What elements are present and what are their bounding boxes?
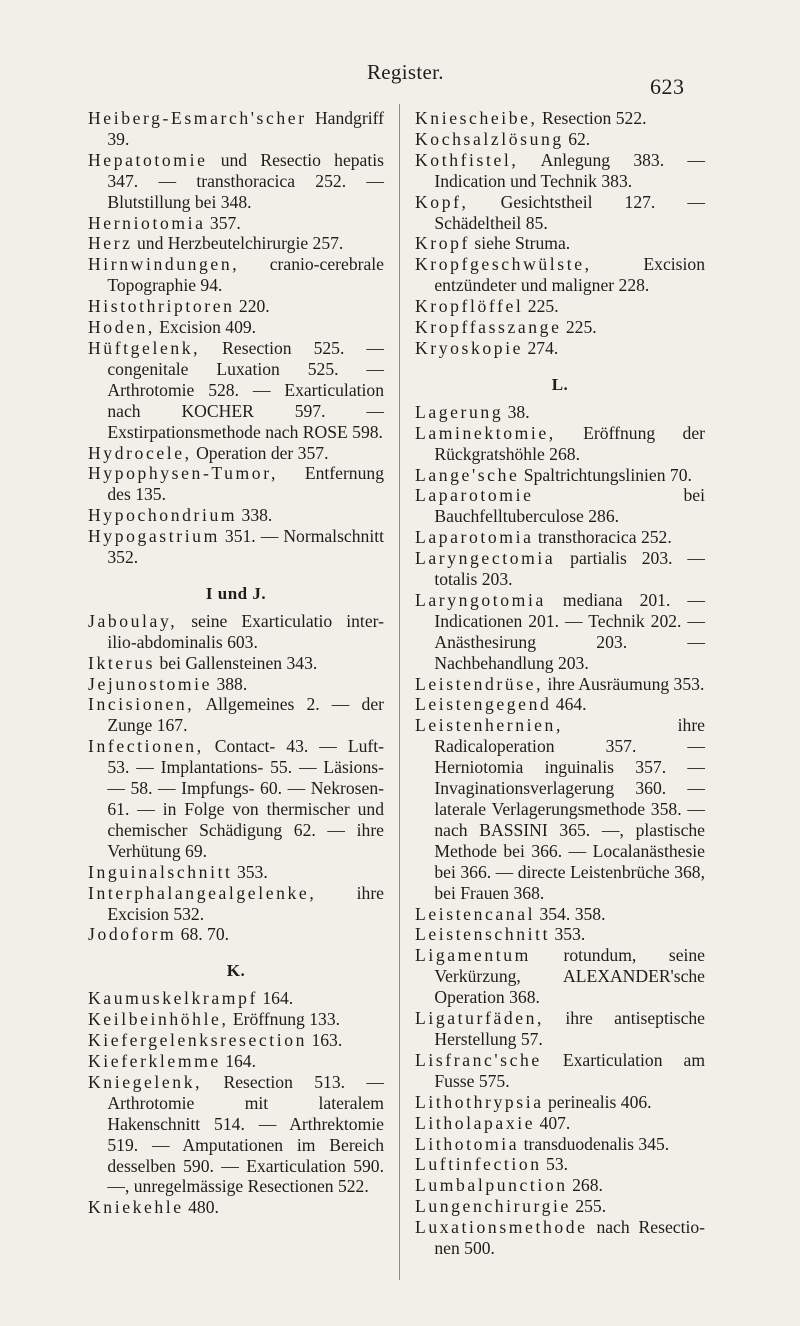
index-entry-references: und Resectio hepatis 347. — transthoracica 252. — Blutstillung bei 348.	[107, 149, 384, 212]
index-entry-term: Hoden,	[88, 317, 155, 338]
index-entry	[88, 338, 384, 443]
index-entry-references: 353.	[232, 861, 268, 882]
index-entry-references: ihre antiseptische Herstellung 57.	[434, 1008, 705, 1049]
index-entry-references: cranio-cerebrale Topographie 94.	[107, 254, 384, 296]
index-entry-references: 480.	[183, 1197, 219, 1218]
index-entry	[415, 548, 705, 590]
index-entry	[88, 1030, 384, 1051]
index-entry-term: Leistenschnitt	[415, 924, 551, 945]
index-entry-term: Lisfranc'sche	[415, 1049, 542, 1070]
index-entry	[88, 674, 384, 695]
index-entry-term: Kaumuskelkrampf	[88, 988, 258, 1009]
index-entry-references: Resection 513. — Arthrotomie mit lateralem Hakenschnitt 514. — Arthrektomie 519. — Amputationen im Bereich desselben 590. — Exarticulation 590. —, unregelmässige Resectionen 522.	[107, 1071, 384, 1197]
index-entry	[415, 715, 705, 903]
index-entry-references: 225.	[561, 317, 597, 338]
index-entry-term: Laparotomia	[415, 527, 534, 548]
index-entry	[88, 1051, 384, 1072]
index-entry	[415, 924, 705, 945]
index-entry-references: ihre Ausräumung 353.	[543, 673, 705, 694]
index-entry-term: Inguinalschnitt	[88, 861, 233, 882]
index-entry-term: Jodoform	[88, 924, 177, 945]
index-entry	[88, 233, 384, 254]
index-entry-term: Kiefergelenksresection	[88, 1030, 308, 1051]
index-entry	[415, 1196, 705, 1217]
index-entry-term: Ikterus	[88, 652, 156, 673]
index-entry-term: Luxationsmethode	[415, 1217, 588, 1238]
index-entry-references: ihre Excision 532.	[107, 882, 384, 924]
index-entry-term: Litholapaxie	[415, 1112, 536, 1133]
index-entry-term: Leistendrüse,	[415, 673, 544, 694]
index-entry-term: Kropffasszange	[415, 317, 562, 338]
index-entry	[88, 443, 384, 464]
index-entry	[88, 108, 384, 150]
index-entry-references: 388.	[212, 673, 248, 694]
index-entry-references: Contact- 43. — Luft- 53. — Implantations- 55. — Läsions- — 58. — Impfungs- 60. — Nekrosen- 61. — in Folge von thermischer und chemischer Schädigung 62. — ihre Verhütung 69.	[107, 736, 384, 861]
index-entry	[88, 296, 384, 317]
index-entry	[415, 108, 705, 129]
index-section-heading: L.	[551, 374, 569, 394]
index-entry	[415, 1092, 705, 1113]
index-entry	[88, 862, 384, 883]
index-entry	[415, 674, 705, 695]
index-entry-references: Handgriff 39.	[107, 108, 384, 149]
index-entry-term: Luftinfection	[415, 1154, 542, 1175]
index-entry	[415, 1134, 705, 1155]
index-entry-term: Hepatotomie	[88, 149, 208, 170]
index-entry-term: Hypochondrium	[88, 505, 238, 526]
index-entry	[415, 402, 705, 423]
index-entry-term: Hüftgelenk,	[88, 337, 201, 358]
index-entry-term: Laryngotomia	[415, 589, 546, 610]
index-entry-term: Kropflöffel	[415, 296, 524, 317]
index-entry	[88, 611, 384, 653]
index-entry-term: Lungenchirurgie	[415, 1196, 571, 1217]
index-entry	[415, 1175, 705, 1196]
index-entry-references: Allgemeines 2. — der Zunge 167.	[107, 694, 384, 736]
index-entry	[415, 1008, 705, 1050]
index-entry-references: seine Exarticulatio inter-ilio-abdominalis 603.	[107, 610, 384, 652]
index-entry-references: 164.	[257, 988, 294, 1009]
index-entry	[415, 485, 705, 527]
index-entry-references: partialis 203. — totalis 203.	[434, 548, 705, 590]
index-entry-term: Ligaturfäden,	[415, 1008, 545, 1029]
index-entry-references: Exarticulation am Fusse 575.	[434, 1049, 705, 1091]
index-section-heading: I und J.	[205, 583, 267, 603]
index-entry	[415, 423, 705, 465]
index-entry-term: Hirnwindungen,	[88, 254, 240, 275]
index-entry-references: perinealis 406.	[543, 1091, 652, 1112]
page-title: Register.	[367, 60, 444, 84]
index-entry-term: Lumbalpunction	[415, 1175, 568, 1196]
index-entry	[415, 590, 705, 674]
index-entry-references: 357.	[205, 212, 241, 233]
index-entry-references: 220.	[234, 296, 270, 317]
index-entry-term: Herniotomia	[88, 212, 206, 233]
index-entry-term: Herz	[88, 233, 133, 254]
index-entry	[88, 653, 384, 674]
page-number: 623	[650, 74, 685, 99]
index-entry-references: rotundum, seine Verkürzung, ALEXANDER'sche Operation 368.	[434, 945, 705, 1008]
index-entry-references: transthoracica 252.	[533, 527, 672, 548]
index-entry-references: 353.	[550, 924, 586, 945]
index-entry-references: 338.	[237, 505, 273, 526]
index-entry-references: 53.	[541, 1154, 569, 1175]
index-entry	[415, 317, 705, 338]
index-section-heading: K.	[226, 961, 246, 981]
index-entry	[415, 1113, 705, 1134]
index-entry-references: 274.	[523, 337, 559, 358]
index-entry-references: 62.	[563, 128, 591, 149]
index-entry	[88, 736, 384, 861]
index-entry-references: Eröffnung 133.	[228, 1009, 341, 1030]
index-entry-term: Hydrocele,	[88, 442, 192, 463]
index-entry-references: 407.	[535, 1112, 571, 1133]
index-entry	[415, 296, 705, 317]
index-entry-term: Ligamentum	[415, 945, 531, 966]
index-entry	[88, 883, 384, 925]
index-entry	[415, 129, 705, 150]
index-entry-term: Leistencanal	[415, 903, 536, 924]
index-column-right	[415, 108, 705, 1259]
index-entry	[415, 1050, 705, 1092]
index-entry-references: 225.	[523, 296, 559, 317]
index-entry-references: Excision entzündeter und maligner 228.	[434, 254, 705, 296]
index-entry	[88, 317, 384, 338]
index-entry-term: Kopf,	[415, 191, 469, 212]
index-entry-term: Incisionen,	[88, 694, 195, 715]
index-entry-references: siehe Struma.	[470, 233, 571, 254]
index-entry	[415, 465, 705, 486]
index-entry-references: 464.	[551, 694, 587, 715]
index-entry	[415, 254, 705, 296]
index-entry-references: Eröffnung der Rückgratshöhle 268.	[434, 422, 705, 464]
index-entry-term: Keilbeinhöhle,	[88, 1009, 229, 1030]
index-entry-term: Interphalangealgelenke,	[88, 882, 317, 903]
index-entry-references: Excision 409.	[154, 317, 257, 338]
index-entry-term: Laparotomie	[415, 485, 534, 506]
index-entry-term: Infectionen,	[88, 736, 204, 757]
index-entry-term: Laryngectomia	[415, 548, 556, 569]
index-entry	[88, 254, 384, 296]
index-entry-term: Heiberg-Esmarch'scher	[88, 108, 307, 128]
index-entry	[88, 505, 384, 526]
index-entry-term: Kochsalzlösung	[415, 128, 564, 149]
index-entry-references: und Herzbeutelchirurgie 257.	[132, 233, 344, 254]
index-entry-references: Spaltrichtungslinien 70.	[519, 464, 692, 485]
index-entry-references: 164.	[220, 1050, 256, 1071]
index-entry-term: Kropf	[415, 233, 471, 254]
index-entry	[415, 527, 705, 548]
index-entry	[415, 233, 705, 254]
index-entry-references: mediana 201. — Indicationen 201. — Technik 202. — Anästhesirung 203. — Nachbehandlung 203.	[434, 589, 705, 673]
index-entry-references: transduodenalis 345.	[519, 1133, 670, 1154]
index-entry-term: Lithotomia	[415, 1133, 520, 1154]
index-entry-references: 268.	[567, 1175, 603, 1196]
index-entry	[415, 1154, 705, 1175]
index-entry	[415, 192, 705, 234]
index-entry	[415, 150, 705, 192]
index-entry-references: 68. 70.	[176, 924, 230, 945]
index-entry-term: Kniescheibe,	[415, 108, 538, 128]
index-entry-term: Leistengegend	[415, 694, 552, 715]
index-entry-term: Jejunostomie	[88, 673, 213, 694]
index-entry	[88, 526, 384, 568]
index-entry-term: Jaboulay,	[88, 610, 178, 631]
index-entry-term: Histothriptoren	[88, 296, 235, 317]
index-entry	[88, 694, 384, 736]
index-entry-references: 354. 358.	[535, 903, 606, 924]
index-entry-references: 255.	[570, 1196, 607, 1217]
index-entry-term: Lange'sche	[415, 464, 520, 485]
index-entry-references: ihre Radicaloperation 357. — Herniotomia inguinalis 357. — Invaginationsverlagerung 360. — laterale Verlagerungsmethode 358. — nach BASSINI 365. —, plastische Methode bei 366. — Localanästhesie bei 366. — directe Leistenbrüche 368, bei Frauen 368.	[434, 715, 705, 903]
column-divider	[399, 104, 400, 1280]
index-entry	[415, 1217, 705, 1259]
index-entry-term: Kothfistel,	[415, 149, 519, 170]
index-entry-references: 38.	[503, 401, 530, 422]
index-entry-references: 351. — Normalschnitt 352.	[107, 526, 384, 568]
index-entry-term: Kniekehle	[88, 1197, 184, 1218]
index-entry	[88, 1009, 384, 1030]
index-entry	[88, 924, 384, 945]
index-entry-references: Anlegung 383. — Indication und Technik 383.	[434, 149, 705, 191]
index-entry-term: Hypogastrium	[88, 526, 220, 547]
index-entry-references: Entfernung des 135.	[107, 463, 384, 505]
index-entry-references: nach Resectio-nen 500.	[434, 1217, 705, 1259]
index-entry-references: bei Gallensteinen 343.	[155, 652, 318, 673]
index-entry-references: Operation der 357.	[191, 442, 329, 463]
index-entry	[88, 988, 384, 1009]
index-entry-term: Laminektomie,	[415, 422, 556, 443]
index-entry	[415, 945, 705, 1008]
page-header	[0, 60, 800, 100]
index-entry-references: Resection 522.	[537, 108, 647, 128]
index-entry	[88, 213, 384, 234]
index-entry-term: Kropfgeschwülste,	[415, 254, 592, 275]
index-entry-term: Hypophysen-Tumor,	[88, 463, 278, 484]
index-entry-term: Lagerung	[415, 401, 504, 422]
index-entry	[415, 338, 705, 359]
index-entry	[415, 904, 705, 925]
index-entry-term: Lithothrypsia	[415, 1091, 544, 1112]
index-entry	[88, 463, 384, 505]
index-entry	[88, 1072, 384, 1197]
index-column-left	[88, 108, 384, 1218]
index-entry-references: 163.	[307, 1030, 343, 1051]
index-entry-term: Kryoskopie	[415, 337, 524, 358]
index-entry-references: Gesichtstheil 127. — Schädeltheil 85.	[434, 191, 705, 233]
index-entry	[88, 1197, 384, 1218]
index-entry-references: bei Bauchfelltuberculose 286.	[434, 485, 705, 527]
index-entry-term: Leistenhernien,	[415, 715, 563, 736]
index-entry-term: Kieferklemme	[88, 1050, 221, 1071]
index-entry-term: Kniegelenk,	[88, 1071, 203, 1092]
index-entry-references: Resection 525. — congenitale Luxation 525. — Arthrotomie 528. — Exarticulation nach KOCHER 597. — Exstirpationsmethode nach ROSE 598.	[107, 337, 384, 442]
index-entry	[88, 150, 384, 213]
index-entry	[415, 694, 705, 715]
